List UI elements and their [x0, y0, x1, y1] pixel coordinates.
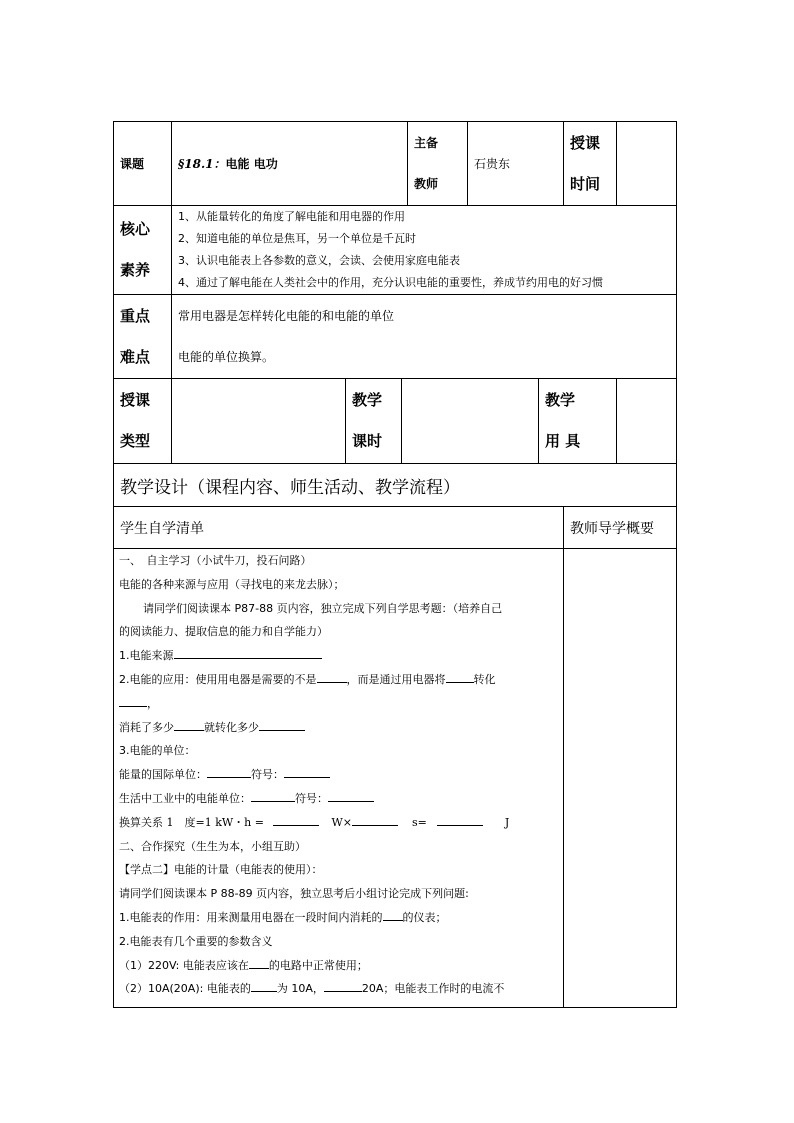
- time-value: [617, 122, 677, 206]
- content-line: 请同学们阅读课本 P 88-89 页内容，独立思考后小组讨论完成下列问题:: [119, 887, 469, 901]
- content-line: [119, 668, 559, 692]
- keypoints-value: [172, 295, 677, 379]
- content-text: （2）10A(20A): 电能表的: [119, 982, 251, 996]
- content-line: 电能的各种来源与应用（寻找电的来龙去脉）；: [119, 577, 345, 591]
- content-text: 的电路中正常使用；: [268, 958, 368, 972]
- topic-title: 电能 电功: [225, 157, 278, 171]
- lesson-tools-label-line-2: 用 具: [545, 432, 581, 450]
- difficult-point: 电能的单位换算。: [178, 349, 275, 364]
- answer-blank: [259, 718, 305, 731]
- core-label-line-2: 素养: [120, 261, 151, 279]
- student-column-header: 学生自学清单: [114, 507, 564, 549]
- lesson-plan-sheet: [113, 121, 676, 1008]
- core-goal-2: 2、知道电能的单位是焦耳，另一个单位是千瓦时: [178, 232, 416, 245]
- content-text: 符号：: [295, 791, 328, 805]
- lesson-type-label: [114, 379, 172, 464]
- lesson-type-label-line-1: 授课: [120, 391, 151, 409]
- column-header-row: [114, 507, 677, 549]
- topic-number: §18.1：: [178, 157, 226, 171]
- content-line: 【学点二】电能的计量（电能表的使用）：: [119, 863, 323, 877]
- answer-blank: [284, 765, 330, 778]
- lesson-hours-label: [346, 379, 402, 464]
- content-text: 就转化多少: [204, 720, 259, 734]
- content-line: [119, 644, 559, 668]
- answer-blank: [273, 813, 319, 826]
- lesson-type-value: [172, 379, 346, 464]
- topic-value: [172, 122, 408, 206]
- answer-blank: [119, 694, 147, 707]
- content-text: （1）220V: 电能表应该在: [119, 958, 249, 972]
- answer-blank: [328, 789, 374, 802]
- core-label-line-1: 核心: [120, 220, 151, 238]
- content-line: 二、合作探究（生生为本，小组互助）: [119, 839, 306, 853]
- answer-blank: [446, 670, 474, 683]
- content-line: 一、 自主学习（小试牛刀，投石问路）: [119, 554, 312, 567]
- answer-blank: [251, 789, 295, 802]
- content-line: 的阅读能力、提取信息的能力和自学能力）: [119, 625, 328, 639]
- content-line: [119, 977, 559, 1001]
- answer-blank: [352, 813, 398, 826]
- answer-blank: [324, 979, 362, 992]
- core-goal-1: 1、从能量转化的角度了解电能和用电器的作用: [178, 210, 405, 223]
- content-text: 符号：: [251, 768, 284, 782]
- content-row: [114, 549, 677, 1008]
- content-text: W×: [331, 815, 353, 829]
- content-text: J: [504, 815, 510, 829]
- content-line: 2.电能表有几个重要的参数含义: [119, 934, 273, 948]
- time-label-line-1: 授课: [570, 133, 601, 152]
- content-line: [119, 692, 559, 716]
- lesson-tools-value: [617, 379, 677, 464]
- answer-blank: [317, 670, 347, 683]
- core-goal-3: 3、认识电能表上各参数的意义，会读、会使用家庭电能表: [178, 254, 460, 267]
- content-text: 为 10A，: [276, 982, 324, 996]
- content-line: 3.电能的单位：: [119, 744, 196, 758]
- content-line: [119, 811, 559, 835]
- answer-blank: [249, 956, 269, 969]
- time-label-line-2: 时间: [570, 174, 601, 193]
- lesson-hours-label-line-1: 教学: [352, 391, 383, 409]
- topic-row: [114, 122, 677, 206]
- content-text: ，而是通过用电器将: [346, 672, 446, 686]
- content-text: ，: [147, 696, 158, 710]
- topic-label: 课题: [114, 122, 172, 206]
- teacher-content: [564, 549, 677, 1008]
- teacher-label-line-1: 主备: [414, 135, 439, 150]
- content-text: s=: [412, 815, 427, 829]
- content-line: [119, 763, 559, 787]
- content-text: 能量的国际单位：: [119, 768, 207, 782]
- teacher-column-header: 教师导学概要: [564, 507, 677, 549]
- student-content: [114, 549, 564, 1008]
- lesson-row: [114, 379, 677, 464]
- lesson-hours-value: [402, 379, 539, 464]
- content-text: 换算关系 1 度=1 kW・h =: [119, 815, 264, 829]
- core-label: [114, 206, 172, 295]
- content-text: 2.电能的应用：使用用电器是需要的不是: [119, 672, 317, 686]
- keypoints-label: [114, 295, 172, 379]
- time-label: [564, 122, 617, 206]
- lesson-type-label-line-2: 类型: [120, 432, 151, 450]
- content-text: 20A；电能表工作时的电流不: [361, 982, 505, 996]
- teacher-name: 石贵东: [468, 122, 564, 206]
- content-text: 转化: [473, 672, 496, 686]
- content-line: [119, 716, 559, 740]
- lesson-tools-label-line-1: 教学: [545, 391, 576, 409]
- design-title: 教学设计（课程内容、师生活动、教学流程）: [114, 464, 677, 507]
- keypoints-row: [114, 295, 677, 379]
- content-line: [119, 906, 559, 930]
- core-row: [114, 206, 677, 295]
- content-text: 1.电能来源: [119, 649, 174, 663]
- content-text: 的仪表；: [402, 910, 447, 924]
- core-goals: [172, 206, 677, 295]
- content-text: 1.电能表的作用：用来测量用电器在一段时间内消耗的: [119, 910, 383, 924]
- lesson-hours-label-line-2: 课时: [352, 432, 383, 450]
- keypoints-label-line-1: 重点: [120, 306, 151, 325]
- lesson-tools-label: [539, 379, 617, 464]
- answer-blank: [437, 813, 483, 826]
- lesson-plan-table: [113, 121, 677, 1008]
- answer-blank: [174, 718, 204, 731]
- core-goal-4: 4、通过了解电能在人类社会中的作用，充分认识电能的重要性，养成节约用电的好习惯: [178, 276, 603, 289]
- teacher-label-line-2: 教师: [414, 176, 439, 191]
- answer-blank: [207, 765, 251, 778]
- design-title-row: [114, 464, 677, 507]
- keypoints-label-line-2: 难点: [120, 347, 151, 366]
- content-line: [119, 954, 559, 978]
- answer-blank: [383, 908, 403, 921]
- content-text: 生活中工业中的电能单位：: [119, 791, 251, 805]
- answer-blank: [174, 646, 322, 659]
- content-line: 请同学们阅读课本 P87-88 页内容，独立完成下列自学思考题：（培养自己: [143, 601, 503, 615]
- content-line: [119, 787, 559, 811]
- teacher-label: [408, 122, 468, 206]
- content-text: 消耗了多少: [119, 720, 174, 734]
- answer-blank: [251, 979, 277, 992]
- key-point: 常用电器是怎样转化电能的和电能的单位: [178, 308, 395, 323]
